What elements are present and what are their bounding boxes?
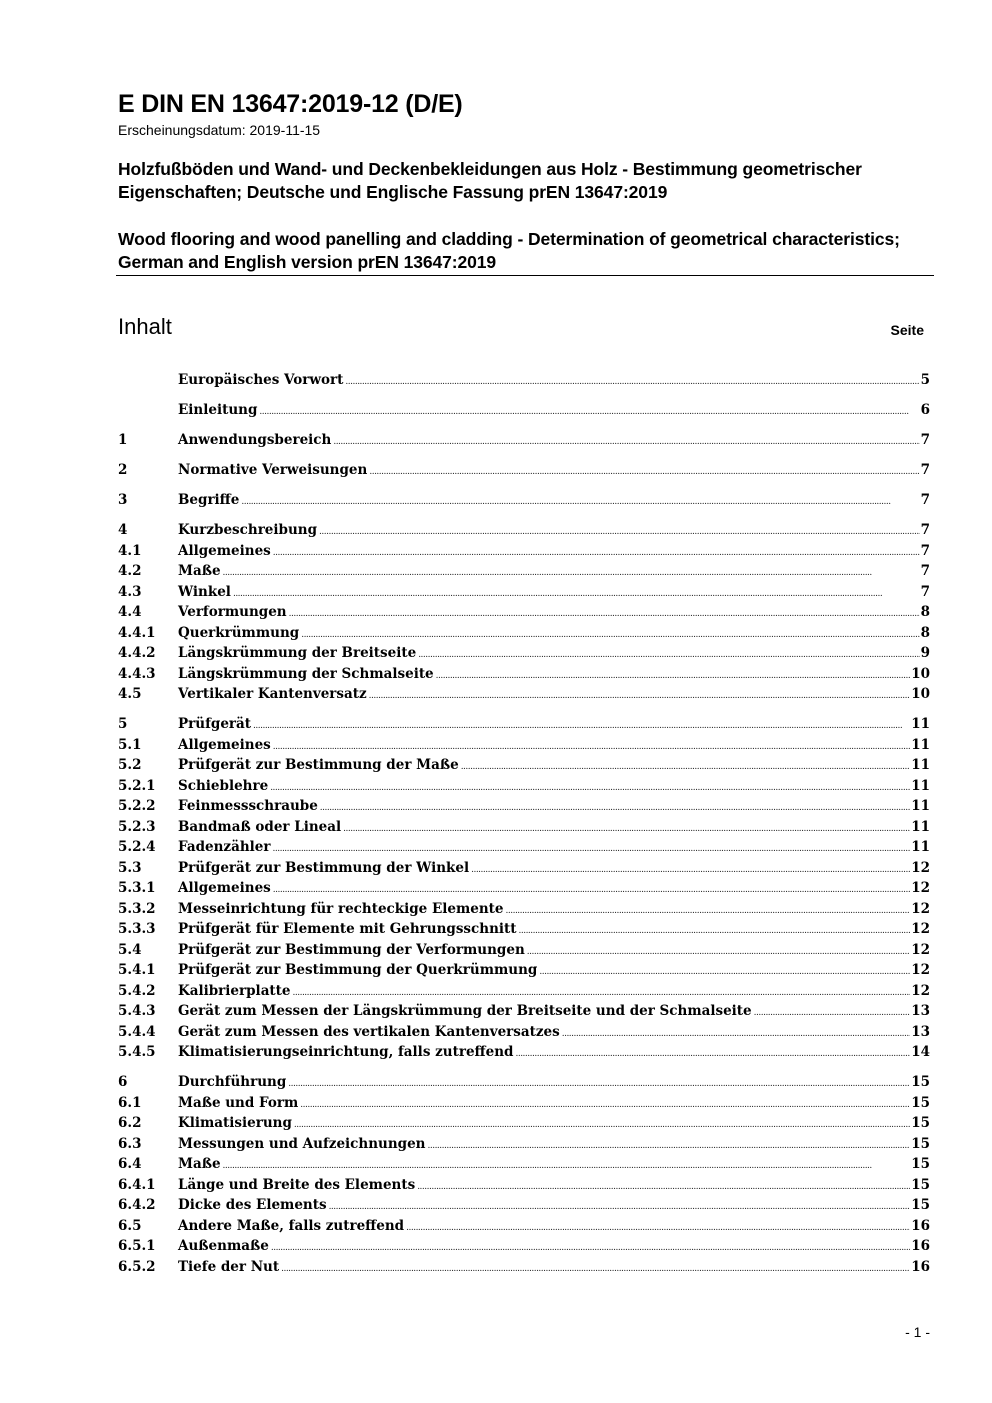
toc-entry-number: 5.3.3 (118, 921, 156, 937)
document-id: E DIN EN 13647:2019-12 (D/E) (118, 90, 463, 118)
toc-entry-title: Gerät zum Messen der Längskrümmung der Breitseite und der Schmalseite (178, 1003, 752, 1019)
toc-dot-leader (320, 803, 910, 813)
toc-entry[interactable] (118, 432, 930, 453)
toc-entry-page: 11 (911, 757, 930, 773)
toc-entry-page: 7 (920, 542, 930, 559)
toc-entry-page: 8 (920, 604, 930, 620)
toc-entry-title: Maße (178, 563, 221, 579)
toc-entry-number: 2 (118, 462, 128, 478)
toc-entry[interactable] (118, 584, 930, 605)
toc-dot-leader (562, 1029, 910, 1039)
toc-entry-title: Prüfgerät zur Bestimmung der Verformungen (178, 941, 525, 958)
toc-entry-title: Verformungen (178, 604, 287, 620)
toc-entry-number: 5.3.2 (118, 900, 156, 917)
toc-entry[interactable] (118, 1115, 930, 1136)
toc-entry-page: 11 (911, 736, 930, 753)
toc-entry-page: 15 (911, 1094, 930, 1111)
toc-entry-title: Vertikaler Kantenversatz (178, 686, 367, 702)
toc-entry-number: 4.4.3 (118, 665, 156, 682)
toc-entry-page: 15 (911, 1135, 930, 1152)
toc-entry[interactable] (118, 716, 930, 737)
toc-entry[interactable] (118, 402, 930, 423)
toc-entry-number: 4.2 (118, 563, 142, 579)
toc-entry-page: 15 (911, 1115, 930, 1131)
toc-dot-leader (233, 589, 920, 599)
toc-entry-title: Außenmaße (178, 1238, 269, 1254)
toc-entry-number: 5.2.4 (118, 839, 156, 855)
toc-entry-number: 5 (118, 716, 128, 732)
toc-entry-number: 6.2 (118, 1115, 142, 1131)
toc-entry[interactable] (118, 798, 930, 819)
toc-entry-page: 15 (911, 1074, 930, 1090)
toc-entry-number: 6.5 (118, 1217, 142, 1234)
toc-entry-page: 14 (911, 1044, 930, 1060)
toc-entry-page: 16 (911, 1258, 930, 1275)
toc-entry-title: Messungen und Aufzeichnungen (178, 1135, 426, 1152)
toc-entry[interactable] (118, 1044, 930, 1065)
toc-entry[interactable] (118, 543, 930, 564)
toc-entry-number: 5.2.1 (118, 777, 156, 794)
toc-entry-title: Prüfgerät für Elemente mit Gehrungsschnitt (178, 921, 517, 937)
toc-entry-number: 4.4.1 (118, 624, 156, 641)
toc-entry-title: Klimatisierungseinrichtung, falls zutreffend (178, 1044, 514, 1060)
toc-dot-leader (329, 1202, 911, 1212)
toc-entry-page: 10 (911, 686, 930, 702)
toc-entry-title: Andere Maße, falls zutreffend (178, 1217, 405, 1234)
toc-entry-page: 12 (911, 900, 930, 917)
toc-dot-leader (515, 1049, 910, 1059)
toc-entry[interactable] (118, 737, 930, 758)
toc-entry-page: 15 (911, 1156, 930, 1172)
toc-entry[interactable] (118, 942, 930, 963)
toc-entry-title: Allgemeines (178, 880, 271, 896)
toc-dot-leader (270, 783, 910, 793)
toc-entry-number: 6.5.1 (118, 1238, 156, 1254)
toc-entry-page: 12 (911, 921, 930, 937)
toc-entry-title: Maße und Form (178, 1094, 299, 1111)
toc-entry-number: 5.4.1 (118, 962, 156, 978)
toc-entry-number: 5.2.3 (118, 818, 156, 835)
toc-entry-title: Europäisches Vorwort (178, 372, 344, 388)
toc-dot-leader (273, 742, 910, 752)
toc-entry-page: 12 (911, 982, 930, 999)
toc-entry-title: Anwendungsbereich (178, 432, 332, 448)
toc-entry-title: Schieblehre (178, 777, 269, 794)
toc-entry-page: 13 (911, 1023, 930, 1040)
toc-entry-title: Begriffe (178, 492, 240, 508)
toc-entry-page: 13 (911, 1003, 930, 1019)
toc-entry[interactable] (118, 921, 930, 942)
toc-entry-number: 4.5 (118, 686, 142, 702)
toc-entry[interactable] (118, 1238, 930, 1259)
toc-entry[interactable] (118, 1003, 930, 1024)
toc-entry-title: Messeinrichtung für rechteckige Elemente (178, 900, 504, 917)
toc-entry-title: Winkel (178, 583, 231, 600)
toc-dot-leader (418, 650, 919, 660)
toc-entry-number: 1 (118, 432, 128, 448)
toc-entry[interactable] (118, 604, 930, 625)
toc-entry-number: 6.1 (118, 1094, 142, 1111)
toc-entry-title: Normative Verweisungen (178, 462, 368, 478)
toc-entry-title: Kalibrierplatte (178, 982, 291, 999)
toc-dot-leader (281, 1264, 910, 1274)
toc-entry-title: Fadenzähler (178, 839, 271, 855)
toc-entry-number: 5.3 (118, 859, 142, 876)
toc-entry-number: 5.4 (118, 941, 142, 958)
toc-dot-leader (223, 1161, 911, 1171)
toc-entry-title: Feinmessschraube (178, 798, 318, 814)
toc-dot-leader (539, 967, 910, 977)
toc-dot-leader (288, 1079, 910, 1089)
toc-entry[interactable] (118, 962, 930, 983)
toc-entry-title: Prüfgerät zur Bestimmung der Querkrümmung (178, 962, 538, 978)
toc-dot-leader (294, 1120, 910, 1130)
toc-entry-title: Dicke des Elements (178, 1197, 327, 1213)
toc-entry[interactable] (118, 757, 930, 778)
toc-entry-number: 4.4.2 (118, 645, 156, 661)
toc-entry[interactable] (118, 880, 930, 901)
toc-entry-page: 7 (920, 563, 930, 579)
toc-entry-page: 11 (911, 777, 930, 794)
toc-entry-number: 5.1 (118, 736, 142, 753)
toc-dot-leader (518, 926, 910, 936)
toc-entry-number: 5.2.2 (118, 798, 156, 814)
toc-dot-leader (506, 906, 911, 916)
toc-entry[interactable] (118, 860, 930, 881)
toc-dot-leader (253, 721, 910, 731)
toc-entry[interactable] (118, 1197, 930, 1218)
toc-entry-number: 4 (118, 522, 128, 538)
toc-entry-page: 11 (911, 716, 930, 732)
toc-entry-page: 16 (911, 1238, 930, 1254)
toc-page-column-label: Seite (890, 322, 924, 338)
toc-entry-number: 6 (118, 1074, 128, 1090)
toc-entry-number: 6.4.1 (118, 1176, 156, 1193)
toc-dot-leader (333, 437, 919, 447)
toc-entry-title: Kurzbeschreibung (178, 522, 318, 538)
toc-dot-leader (289, 609, 920, 619)
toc-dot-leader (271, 1243, 910, 1253)
toc-dot-leader (223, 568, 920, 578)
toc-entry-page: 10 (911, 665, 930, 682)
toc-entry[interactable] (118, 819, 930, 840)
toc-dot-leader (293, 988, 911, 998)
toc-entry-number: 5.4.4 (118, 1023, 156, 1040)
toc-dot-leader (241, 497, 919, 507)
toc-heading: Inhalt (118, 314, 172, 339)
toc-entry-page: 11 (911, 818, 930, 835)
toc-dot-leader (527, 947, 910, 957)
toc-entry-title: Längskrümmung der Schmalseite (178, 665, 434, 682)
toc-dot-leader (343, 824, 910, 834)
toc-dot-leader (369, 467, 919, 477)
toc-entry[interactable] (118, 522, 930, 543)
toc-entry-title: Maße (178, 1156, 221, 1172)
toc-entry[interactable] (118, 1259, 930, 1280)
toc-entry-page: 7 (920, 522, 930, 538)
toc-entry[interactable] (118, 1156, 930, 1177)
toc-entry-page: 15 (911, 1176, 930, 1193)
toc-dot-leader (369, 691, 911, 701)
toc-dot-leader (406, 1223, 910, 1233)
header-divider (116, 275, 934, 276)
toc-dot-leader (300, 1100, 910, 1110)
toc-entry-page: 7 (920, 492, 930, 508)
toc-dot-leader (273, 885, 910, 895)
toc-dot-leader (436, 671, 911, 681)
toc-dot-leader (417, 1182, 910, 1192)
table-of-contents (118, 372, 930, 1279)
toc-entry[interactable] (118, 839, 930, 860)
toc-dot-leader (319, 527, 920, 537)
toc-entry[interactable] (118, 1095, 930, 1116)
toc-entry[interactable] (118, 686, 930, 707)
toc-entry-page: 11 (911, 839, 930, 855)
toc-entry-number: 6.5.2 (118, 1258, 156, 1275)
toc-entry[interactable] (118, 1074, 930, 1095)
toc-entry-number: 4.4 (118, 604, 142, 620)
toc-entry-title: Klimatisierung (178, 1115, 292, 1131)
toc-entry-number: 5.2 (118, 757, 142, 773)
toc-entry-title: Prüfgerät zur Bestimmung der Maße (178, 757, 459, 773)
toc-dot-leader (301, 630, 919, 640)
toc-entry-title: Gerät zum Messen des vertikalen Kantenversatzes (178, 1023, 560, 1040)
toc-entry-page: 6 (920, 402, 930, 418)
toc-dot-leader (345, 377, 919, 387)
toc-entry-page: 12 (911, 880, 930, 896)
toc-entry-title: Bandmaß oder Lineal (178, 818, 342, 835)
toc-entry[interactable] (118, 492, 930, 513)
toc-entry-title: Querkrümmung (178, 624, 300, 641)
toc-entry-title: Längskrümmung der Breitseite (178, 645, 417, 661)
toc-entry-title: Durchführung (178, 1074, 287, 1090)
toc-entry[interactable] (118, 563, 930, 584)
toc-entry-number: 5.4.2 (118, 982, 156, 999)
toc-dot-leader (259, 407, 919, 417)
toc-dot-leader (471, 865, 910, 875)
toc-entry-title: Tiefe der Nut (178, 1258, 280, 1275)
toc-entry-number: 4.3 (118, 583, 142, 600)
toc-entry-number: 6.4 (118, 1156, 142, 1172)
toc-dot-leader (273, 548, 920, 558)
toc-dot-leader (754, 1008, 911, 1018)
publication-date: Erscheinungsdatum: 2019-11-15 (118, 122, 321, 138)
toc-dot-leader (461, 762, 911, 772)
toc-entry-page: 8 (920, 624, 930, 641)
toc-entry-number: 3 (118, 492, 128, 508)
toc-dot-leader (427, 1141, 910, 1151)
toc-entry-page: 7 (920, 432, 930, 448)
toc-entry-page: 7 (920, 583, 930, 600)
toc-entry[interactable] (118, 625, 930, 646)
toc-entry[interactable] (118, 1218, 930, 1239)
toc-entry-page: 15 (911, 1197, 930, 1213)
toc-entry-page: 11 (911, 798, 930, 814)
toc-entry[interactable] (118, 983, 930, 1004)
toc-entry[interactable] (118, 1136, 930, 1157)
toc-entry[interactable] (118, 901, 930, 922)
toc-entry-number: 5.3.1 (118, 880, 156, 896)
toc-entry-number: 5.4.5 (118, 1044, 156, 1060)
toc-entry-page: 12 (911, 859, 930, 876)
toc-entry-title: Prüfgerät (178, 716, 252, 732)
toc-entry-number: 5.4.3 (118, 1003, 156, 1019)
toc-entry-title: Einleitung (178, 402, 258, 418)
toc-entry-title: Prüfgerät zur Bestimmung der Winkel (178, 859, 470, 876)
toc-entry[interactable] (118, 778, 930, 799)
page-number: - 1 - (905, 1324, 930, 1340)
toc-entry-page: 12 (911, 962, 930, 978)
toc-entry-page: 12 (911, 941, 930, 958)
toc-entry[interactable] (118, 645, 930, 666)
toc-entry-page: 5 (920, 372, 930, 388)
toc-entry-number: 6.3 (118, 1135, 142, 1152)
toc-entry-page: 9 (920, 645, 930, 661)
title-english: Wood flooring and wood panelling and cladding - Determination of geometrical characteristics; German and English version prEN 13647:2019 (118, 229, 900, 272)
title-german: Holzfußböden und Wand- und Deckenbekleidungen aus Holz - Bestimmung geometrischer Eigenschaften; Deutsche und Englische Fassung prEN 13647:2019 (118, 159, 862, 202)
toc-entry-title: Allgemeines (178, 542, 271, 559)
toc-entry-title: Länge und Breite des Elements (178, 1176, 416, 1193)
toc-entry[interactable] (118, 666, 930, 687)
toc-entry-number: 4.1 (118, 542, 142, 559)
toc-entry[interactable] (118, 372, 930, 393)
toc-entry-title: Allgemeines (178, 736, 271, 753)
toc-entry[interactable] (118, 1024, 930, 1045)
toc-entry-page: 16 (911, 1217, 930, 1234)
toc-dot-leader (273, 844, 911, 854)
toc-entry-page: 7 (920, 462, 930, 478)
toc-entry-number: 6.4.2 (118, 1197, 156, 1213)
toc-entry[interactable] (118, 1177, 930, 1198)
toc-entry[interactable] (118, 462, 930, 483)
